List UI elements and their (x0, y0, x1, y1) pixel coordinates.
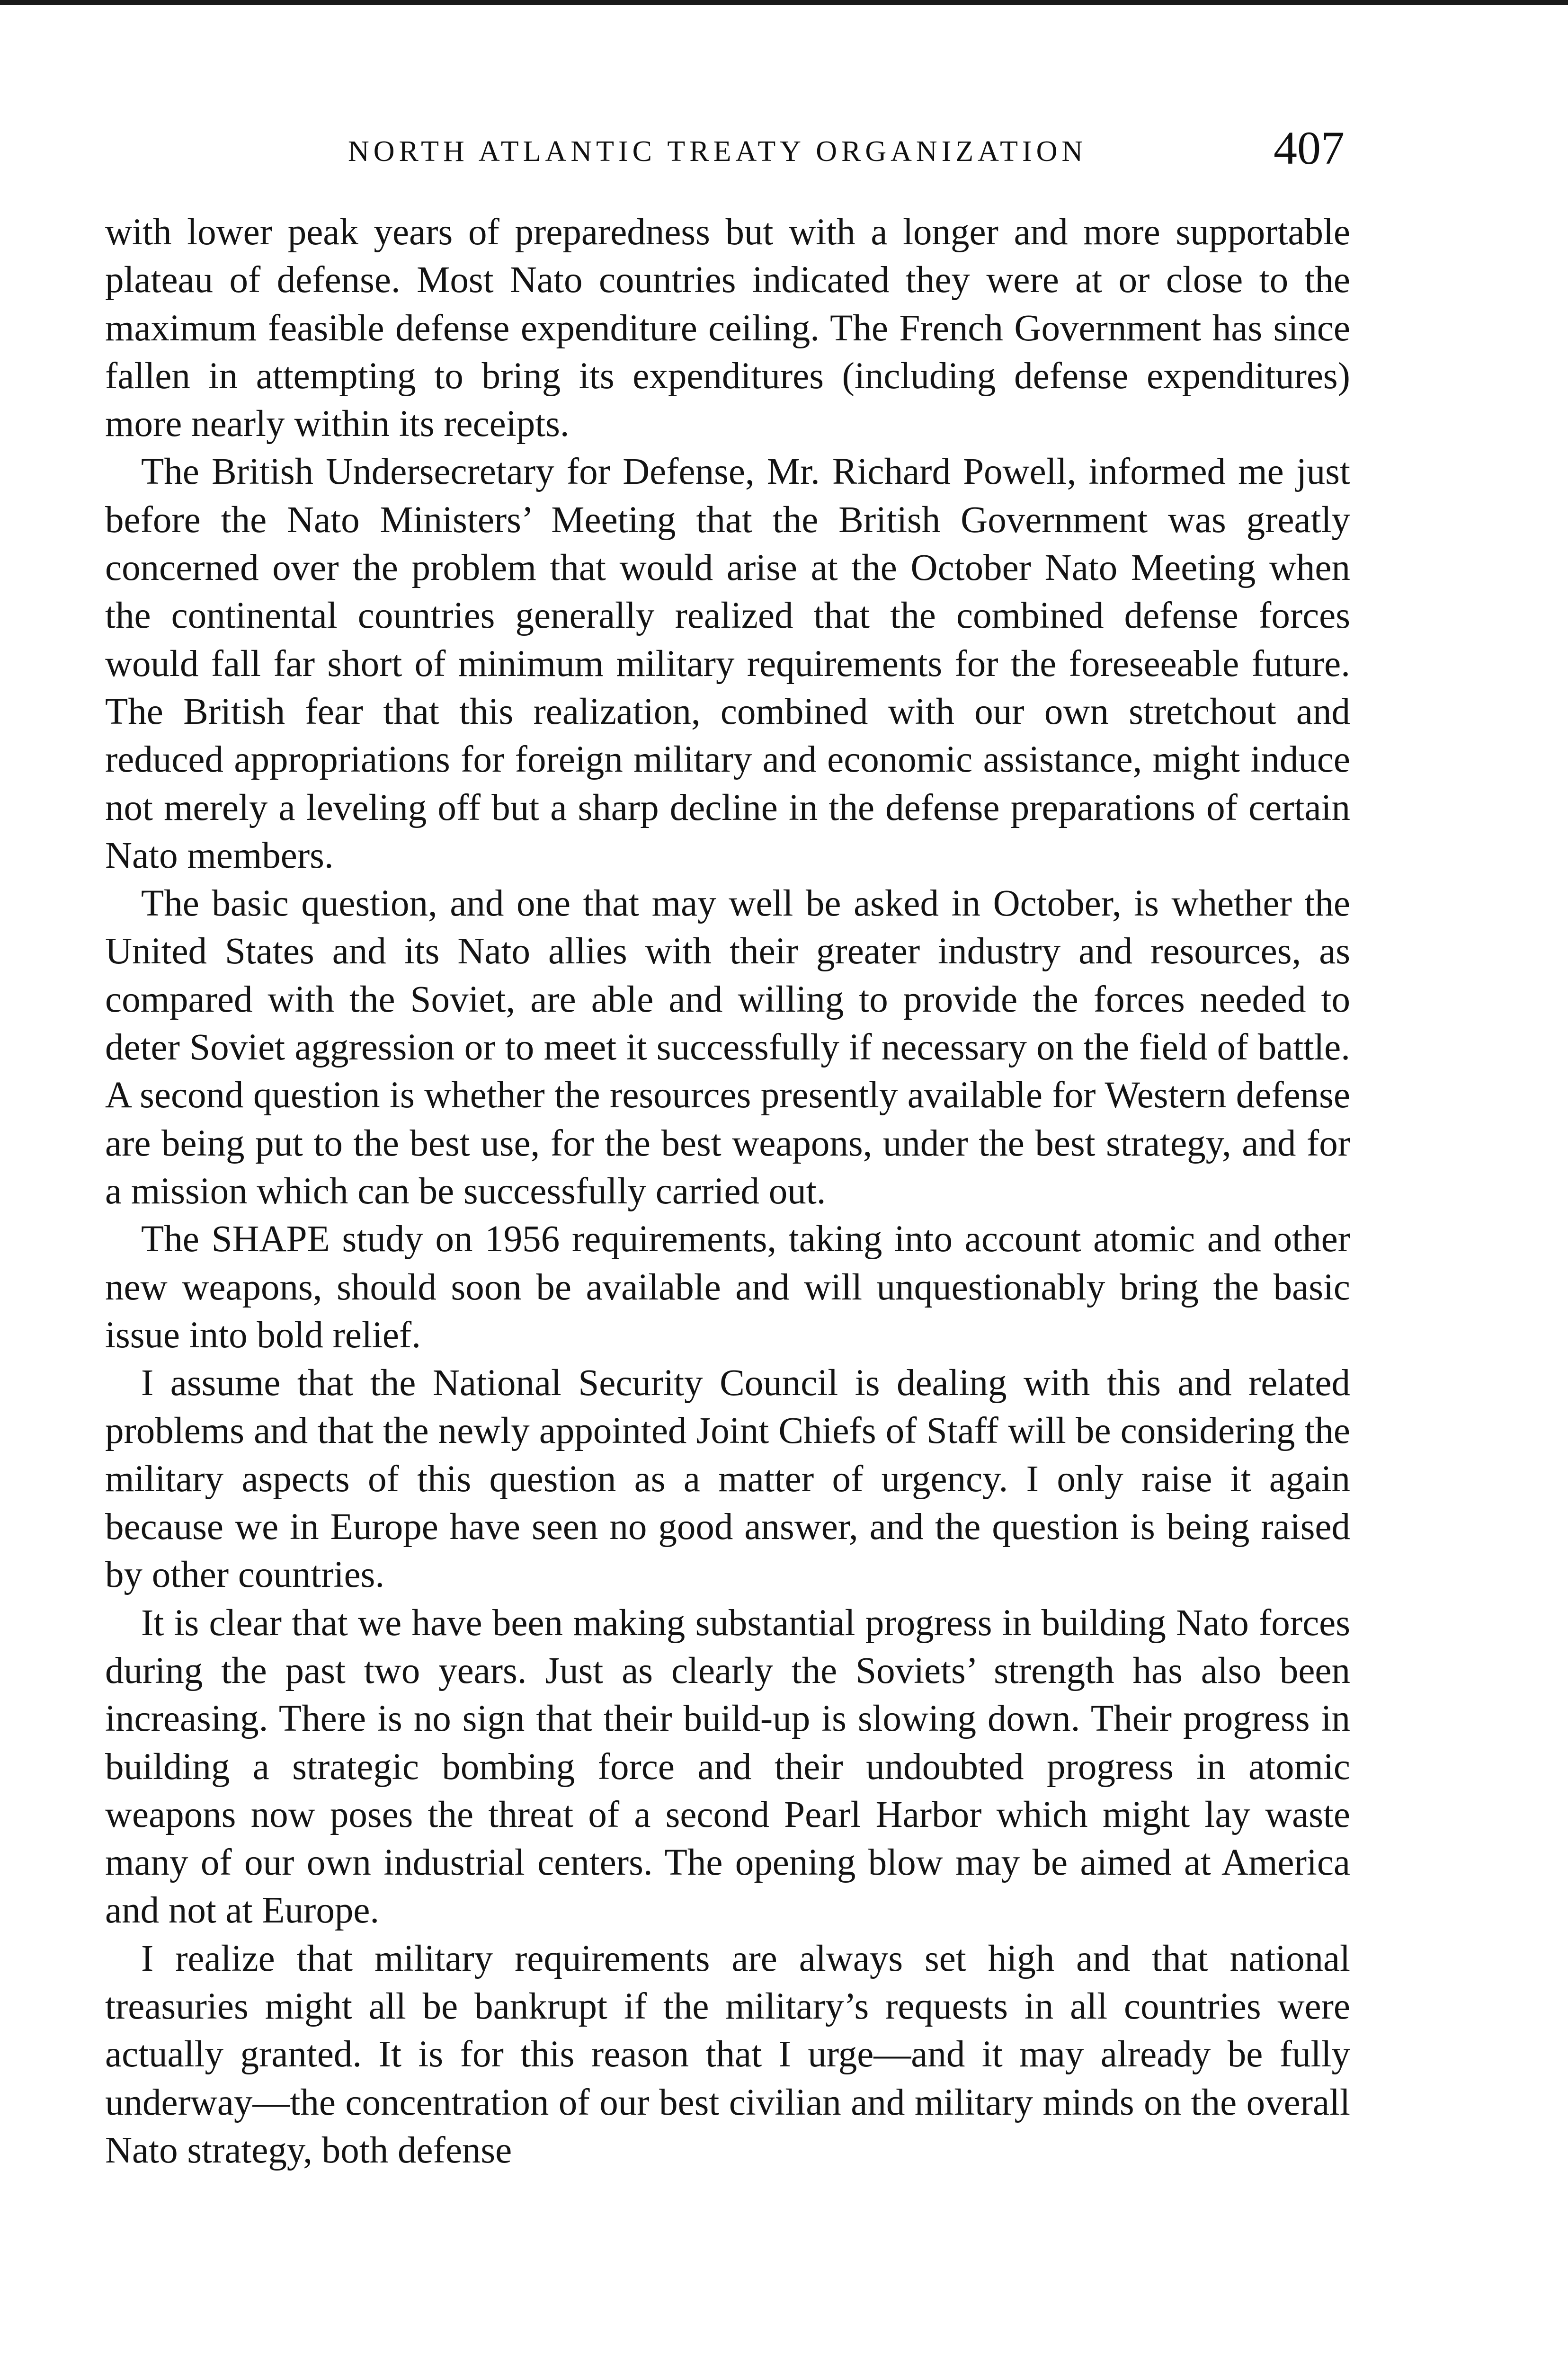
body-text (105, 208, 1350, 2174)
page-number: 407 (1274, 122, 1345, 174)
running-header (0, 121, 1568, 178)
paragraph-military-requirements: I realize that military requirements are always set high and that national treasuries might all be bankrupt if the military’s requests in all countries were actually granted. It is for this reason that I urge—and it may already be fully underway—the concentration of our best civilian and military minds on the overall Nato strategy, both defense (105, 1938, 1350, 2171)
paragraph-substantial-progress: It is clear that we have been making substantial progress in building Nato forces during the past two years. Just as clearly the Soviets’ strength has also been increasing. There is no sign that their build-up is slowing down. Their progress in building a strategic bombing force and their undoubted progress in atomic weapons now poses the threat of a second Pearl Harbor which might lay waste many of our own industrial centers. The opening blow may be aimed at America and not at Europe. (105, 1602, 1350, 1931)
paragraph-continued: with lower peak years of preparedness but with a longer and more supportable plateau of defense. Most Nato countries indicated they were at or close to the maximum feasible defense expenditure ceiling. The French Government has since fallen in attempting to bring its expenditures (including defense expenditures) more nearly within its receipts. (105, 212, 1350, 445)
paragraph-national-security-council: I assume that the National Security Council is dealing with this and related problems and that the newly appointed Joint Chiefs of Staff will be considering the military aspects of this question as a matter of urgency. I only raise it again because we in Europe have seen no good answer, and the question is being raised by other countries. (105, 1362, 1350, 1596)
top-edge-rule (0, 0, 1568, 5)
paragraph-shape-study: The SHAPE study on 1956 requirements, taking into account atomic and other new weapons, should soon be available and will unquestionably bring the basic issue into bold relief. (105, 1219, 1350, 1356)
paragraph-british-undersecretary: The British Undersecretary for Defense, Mr. Richard Powell, informed me just before the Nato Ministers’ Meeting that the British Government was greatly concerned over the problem that would arise at the October Nato Meeting when the continental countries generally realized that the combined defense forces would fall far short of minimum military requirements for the foreseeable future. The British fear that this realization, combined with our own stretchout and reduced appropriations for foreign military and economic assistance, might induce not merely a leveling off but a sharp decline in the defense preparations of certain Nato members. (105, 451, 1350, 876)
paragraph-basic-question: The basic question, and one that may well be asked in October, is whether the United States and its Nato allies with their greater industry and resources, as compared with the Soviet, are able and willing to provide the forces needed to deter Soviet aggression or to meet it successfully if necessary on the field of battle. A second question is whether the resources presently available for Western defense are being put to the best use, for the best weapons, under the best strategy, and for a mission which can be successfully carried out. (105, 883, 1350, 1212)
running-title: NORTH ATLANTIC TREATY ORGANIZATION (348, 135, 1087, 168)
